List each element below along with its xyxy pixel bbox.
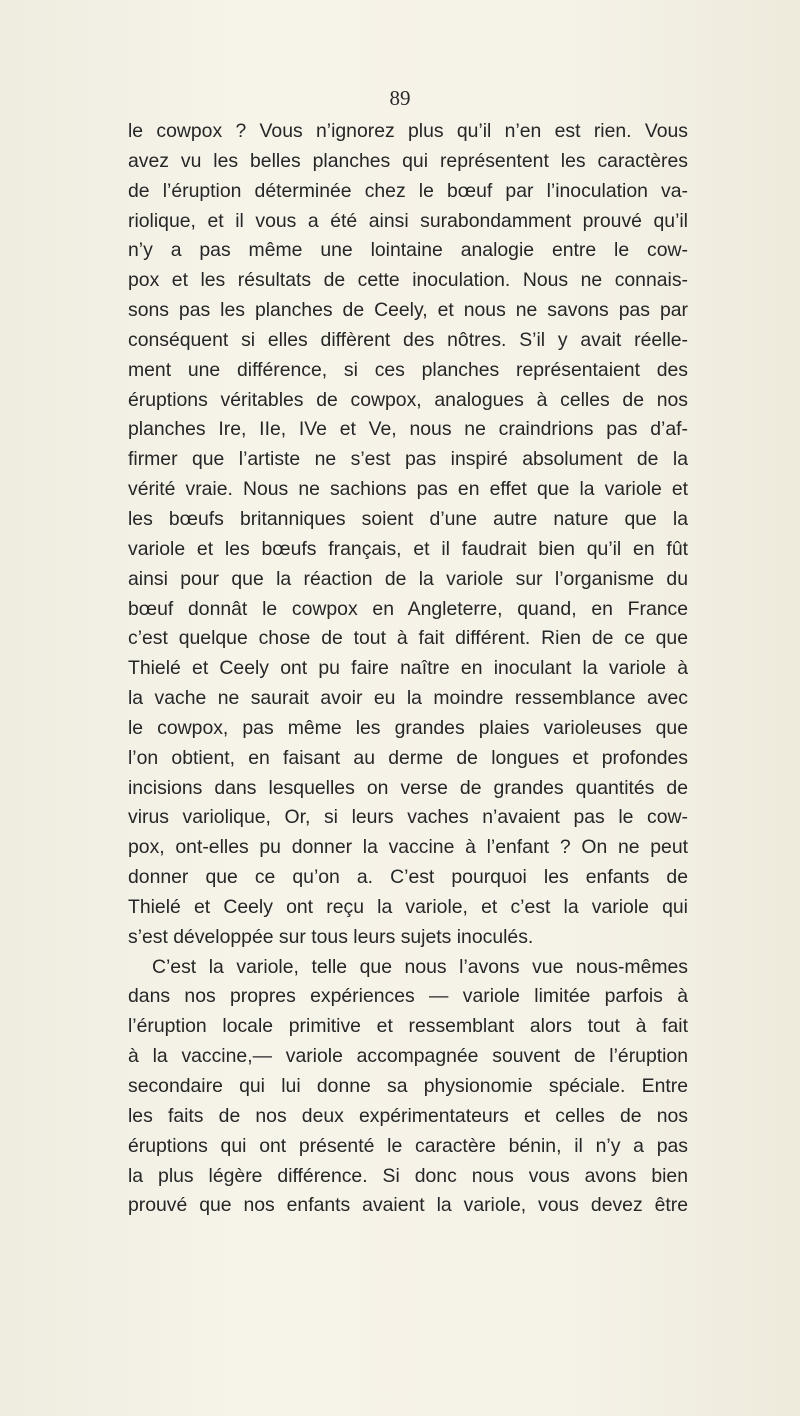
text-line: n’y a pas même une lointaine analogie entre le cow-	[128, 239, 688, 262]
text-line: planches Ire, IIe, IVe et Ve, nous ne craindrions pas d’af-	[128, 418, 688, 441]
text-line: conséquent si elles diffèrent des nôtres. S’il y avait réelle-	[128, 328, 688, 351]
text-line: les bœufs britanniques soient d’une autre nature que la	[128, 507, 688, 530]
text-line: pox, ont-elles pu donner la vaccine à l’enfant ? On ne peut	[128, 836, 688, 859]
text-line: bœuf donnât le cowpox en Angleterre, quand, en France	[128, 597, 688, 620]
text-line: sons pas les planches de Ceely, et nous ne savons pas par	[128, 299, 688, 322]
text-line: ainsi pour que la réaction de la variole sur l’organisme du	[128, 567, 688, 590]
text-line: à la vaccine,— variole accompagnée souvent de l’éruption	[128, 1045, 688, 1068]
text-line: éruptions véritables de cowpox, analogues à celles de nos	[128, 388, 688, 411]
text-line: le cowpox, pas même les grandes plaies varioleuses que	[128, 716, 688, 739]
text-line: éruptions qui ont présenté le caractère bénin, il n’y a pas	[128, 1134, 688, 1157]
text-line: le cowpox ? Vous n’ignorez plus qu’il n’en est rien. Vous	[128, 120, 688, 142]
text-line: c’est quelque chose de tout à fait différent. Rien de ce que	[128, 627, 688, 650]
text-line: Thielé et Ceely ont reçu la variole, et c’est la variole qui	[128, 895, 688, 918]
text-line: firmer que l’artiste ne s’est pas inspiré absolument de la	[128, 448, 688, 471]
text-line: incisions dans lesquelles on verse de grandes quantités de	[128, 776, 688, 799]
text-line: la plus légère différence. Si donc nous vous avons bien	[128, 1164, 688, 1187]
text-line: les faits de nos deux expérimentateurs et celles de nos	[128, 1104, 688, 1127]
text-line: la vache ne saurait avoir eu la moindre ressemblance avec	[128, 687, 688, 710]
text-line: ment une différence, si ces planches représentaient des	[128, 358, 688, 381]
text-line: virus variolique, Or, si leurs vaches n’avaient pas le cow-	[128, 806, 688, 829]
text-line: l’éruption locale primitive et ressemblant alors tout à fait	[128, 1015, 688, 1038]
page-number: 89	[389, 86, 411, 110]
text-line: avez vu les belles planches qui représentent les caractères	[128, 149, 688, 172]
text-line: pox et les résultats de cette inoculation. Nous ne connais-	[128, 269, 688, 292]
paragraph	[128, 953, 688, 1222]
text-line: l’on obtient, en faisant au derme de longues et profondes	[128, 746, 688, 769]
text-line: s’est développée sur tous leurs sujets inoculés.	[128, 925, 534, 948]
text-line: variole et les bœufs français, et il faudrait bien qu’il en fût	[128, 537, 688, 560]
paragraph	[128, 117, 688, 953]
text-line: vérité vraie. Nous ne sachions pas en effet que la variole et	[128, 478, 688, 501]
text-line: C’est la variole, telle que nous l’avons vue nous-mêmes	[152, 955, 688, 978]
body-text	[128, 117, 688, 1221]
text-line: secondaire qui lui donne sa physionomie spéciale. Entre	[128, 1075, 688, 1097]
text-line: prouvé que nos enfants avaient la variole, vous devez être	[128, 1194, 688, 1217]
text-line: Thielé et Ceely ont pu faire naître en inoculant la variole à	[128, 657, 688, 680]
text-line: riolique, et il vous a été ainsi surabondamment prouvé qu’il	[128, 209, 688, 232]
text-line: de l’éruption déterminée chez le bœuf par l’inoculation va-	[128, 179, 688, 202]
text-line: dans nos propres expériences — variole limitée parfois à	[128, 985, 688, 1008]
text-line: donner que ce qu’on a. C’est pourquoi les enfants de	[128, 866, 688, 889]
